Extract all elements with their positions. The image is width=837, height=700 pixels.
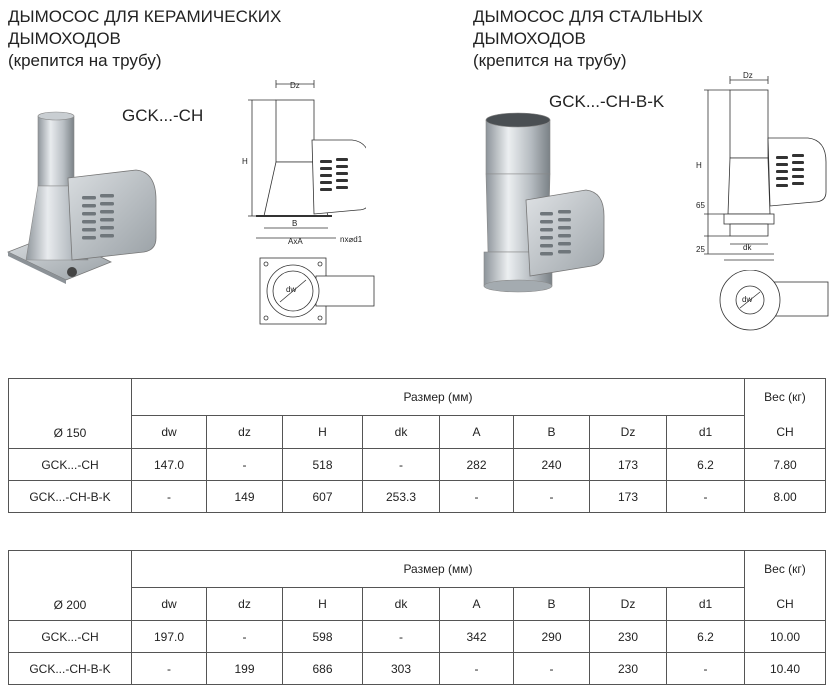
col-header-h: H: [283, 588, 363, 621]
col-header-ch: CH: [745, 588, 826, 621]
size-header: Размер (мм): [132, 379, 745, 416]
cell-dk: -: [363, 449, 440, 481]
cell-dz-upper: 230: [590, 621, 667, 653]
col-header-a: A: [440, 416, 514, 449]
col-header-a: A: [440, 588, 514, 621]
right-dim-dw: dw: [742, 295, 753, 304]
col-header-h: H: [283, 416, 363, 449]
left-dim-dw: dw: [286, 285, 297, 294]
cell-h: 686: [283, 653, 363, 685]
left-heading: [8, 6, 281, 72]
cell-d1: 6.2: [667, 621, 745, 653]
cell-d1: -: [667, 653, 745, 685]
row-name: GCK...-CH-B-K: [9, 481, 132, 513]
cell-a: 282: [440, 449, 514, 481]
cell-dz: 199: [207, 653, 283, 685]
cell-dw: -: [132, 481, 207, 513]
size-header: Размер (мм): [132, 551, 745, 588]
weight-header: Вес (кг): [745, 551, 826, 588]
cell-h: 518: [283, 449, 363, 481]
ceramic-fan-top-drawing: [256, 256, 381, 328]
left-dim-b: B: [292, 219, 298, 228]
weight-header: Вес (кг): [745, 379, 826, 416]
table-row: [9, 481, 826, 513]
right-dim-h: H: [696, 161, 702, 170]
left-dim-axa: AxA: [288, 237, 303, 246]
row-name: GCK...-CH-B-K: [9, 653, 132, 685]
cell-dk: -: [363, 621, 440, 653]
cell-dz-upper: 230: [590, 653, 667, 685]
diameter-label: Ø 200: [53, 598, 87, 612]
table-row: [9, 449, 826, 481]
ceramic-fan-photo: [6, 110, 166, 300]
col-header-d1: d1: [667, 416, 745, 449]
cell-dw: -: [132, 653, 207, 685]
cell-dk: 253.3: [363, 481, 440, 513]
cell-b: -: [514, 653, 590, 685]
spec-table-200: [8, 550, 826, 685]
cell-h: 598: [283, 621, 363, 653]
col-header-dz: dz: [207, 588, 283, 621]
steel-fan-top-drawing: [712, 270, 832, 340]
cell-weight: 8.00: [745, 481, 826, 513]
table-row: [9, 621, 826, 653]
cell-d1: -: [667, 481, 745, 513]
col-header-b: B: [514, 588, 590, 621]
right-dim-65: 65: [696, 201, 705, 210]
cell-dw: 197.0: [132, 621, 207, 653]
left-dim-h: H: [242, 157, 248, 166]
cell-a: -: [440, 481, 514, 513]
cell-d1: 6.2: [667, 449, 745, 481]
col-header-dk: dk: [363, 588, 440, 621]
row-name: GCK...-CH: [9, 621, 132, 653]
col-header-dz-upper: Dz: [590, 588, 667, 621]
col-header-ch: CH: [745, 416, 826, 449]
col-header-d1: d1: [667, 588, 745, 621]
cell-dz-upper: 173: [590, 449, 667, 481]
steel-fan-photo: [476, 112, 626, 297]
cell-dw: 147.0: [132, 449, 207, 481]
row-name: GCK...-CH: [9, 449, 132, 481]
cell-weight: 10.00: [745, 621, 826, 653]
right-dim-25: 25: [696, 245, 705, 254]
cell-dz: 149: [207, 481, 283, 513]
cell-dz: -: [207, 621, 283, 653]
col-header-dw: dw: [132, 588, 207, 621]
col-header-b: B: [514, 416, 590, 449]
left-dim-nxd1: nx⌀d1: [340, 235, 363, 244]
right-heading: [473, 6, 703, 72]
diameter-label: Ø 150: [53, 426, 87, 440]
diameter-cell: [9, 379, 132, 449]
left-heading-line3: (крепится на трубу): [8, 51, 162, 70]
cell-weight: 7.80: [745, 449, 826, 481]
left-heading-line1: ДЫМОСОС ДЛЯ КЕРАМИЧЕСКИХ: [8, 7, 282, 26]
cell-b: 290: [514, 621, 590, 653]
cell-h: 607: [283, 481, 363, 513]
cell-a: 342: [440, 621, 514, 653]
right-dim-dz: Dz: [743, 71, 753, 80]
col-header-dw: dw: [132, 416, 207, 449]
table-row: [9, 653, 826, 685]
spec-table-150: [8, 378, 826, 513]
ceramic-fan-side-drawing: [236, 78, 366, 248]
right-heading-line3: (крепится на трубу): [473, 51, 627, 70]
col-header-dz-upper: Dz: [590, 416, 667, 449]
left-dim-dz: Dz: [290, 81, 300, 90]
cell-dz-upper: 173: [590, 481, 667, 513]
steel-fan-side-drawing: [690, 68, 830, 266]
left-model-label: GCK...-CH: [122, 106, 204, 125]
right-heading-line1: ДЫМОСОС ДЛЯ СТАЛЬНЫХ: [473, 7, 703, 26]
left-heading-line2: ДЫМОХОДОВ: [8, 29, 121, 48]
cell-weight: 10.40: [745, 653, 826, 685]
right-dim-dk: dk: [743, 243, 752, 252]
cell-a: -: [440, 653, 514, 685]
col-header-dz: dz: [207, 416, 283, 449]
right-model-label: GCK...-CH-B-K: [549, 92, 665, 111]
cell-dz: -: [207, 449, 283, 481]
cell-dk: 303: [363, 653, 440, 685]
cell-b: 240: [514, 449, 590, 481]
right-heading-line2: ДЫМОХОДОВ: [473, 29, 586, 48]
col-header-dk: dk: [363, 416, 440, 449]
cell-b: -: [514, 481, 590, 513]
diameter-cell: [9, 551, 132, 621]
